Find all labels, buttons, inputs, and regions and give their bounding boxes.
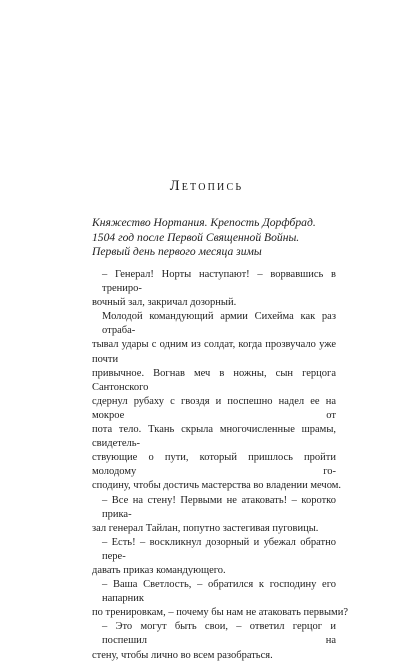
text-line: ствующие о пути, который пришлось пройти молодому го- [92, 452, 336, 478]
text-line: – Все на стену! Первыми не атаковать! – коротко прика- [102, 494, 336, 520]
text-line: – Это могут быть свои, – ответил герцог и поспешил на [102, 621, 336, 647]
text-line: сподину, чтобы достичь мастерства во владении мечом. [92, 480, 342, 492]
text-line: пота тело. Ткань скрыла многочисленные шрамы, свидетель- [92, 424, 336, 450]
epigraph-line: 1504 год после Первой Священной Войны. [92, 230, 300, 244]
epigraph-line: Княжество Нортания. Крепость Дорфбрад. [92, 216, 316, 229]
chapter-heading: Летопись [169, 178, 244, 194]
text-line: по тренировкам, – почему бы нам не атаковать первыми? [92, 607, 348, 619]
text-line: – Ваша Светлость, – обратился к господину его напарник [102, 579, 336, 605]
text-line: тывал удары с одним из солдат, когда прозвучало уже почти [92, 339, 336, 365]
epigraph [92, 216, 352, 260]
text-line: – Есть! – воскликнул дозорный и убежал обратно пере- [102, 536, 336, 562]
text-line: привычное. Вогнав меч в ножны, сын герцога Сантонского [92, 367, 336, 393]
body-text [92, 268, 348, 663]
text-line: стену, чтобы лично во всем разобраться. [92, 649, 273, 661]
text-line: зал генерал Тайлан, попутно застегивая пуговицы. [92, 522, 319, 534]
text-line: – Генерал! Норты наступают! – ворвавшись в трениро- [102, 269, 336, 295]
epigraph-line: Первый день первого месяца зимы [92, 245, 262, 259]
text-line: давать приказ командующего. [92, 564, 226, 576]
text-line: вочный зал, закричал дозорный. [92, 297, 237, 309]
text-line: сдернул рубаху с гвоздя и поспешно надел ее на мокрое от [92, 395, 336, 421]
text-line: Молодой командующий армии Сихейма как раз отраба- [102, 311, 336, 337]
